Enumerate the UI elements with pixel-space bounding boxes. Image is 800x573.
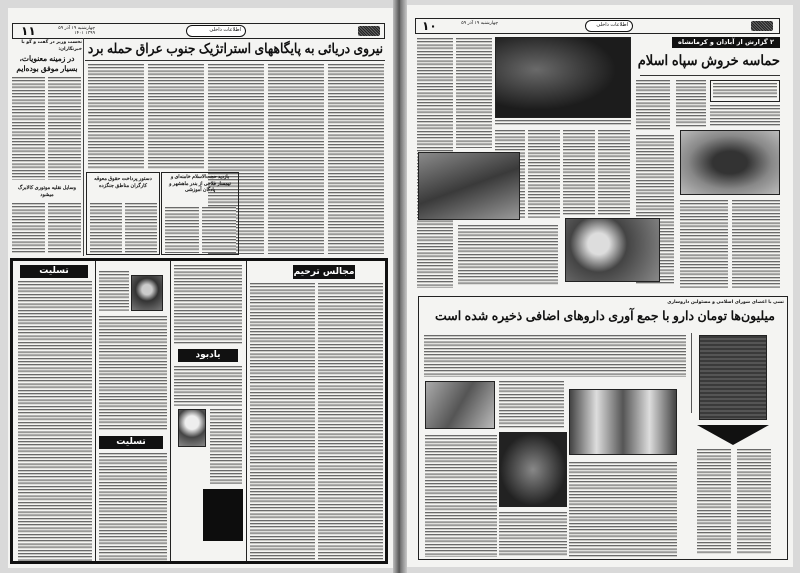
article-column (710, 105, 780, 127)
page-number: ۱۱ (21, 24, 36, 38)
article-column (456, 38, 492, 148)
section-label: اطلاعات داخلی (585, 20, 633, 32)
ad-text (318, 283, 383, 561)
box-title: بازدید حجت‌الاسلام خامنه‌ای و تیمسار فلاحی از بندر ماهشهر و پادگان آموزشی (169, 175, 231, 193)
soldiers-photo (418, 152, 520, 220)
column-divider (83, 38, 84, 256)
article-column (680, 200, 728, 288)
sidebar-kicker: نخست وزیر در گفت و گو با خبرنگاران: (21, 40, 82, 52)
pharmacy-photo (425, 381, 495, 429)
ad-text (210, 409, 242, 484)
box-text (125, 203, 157, 253)
article-column (737, 449, 771, 554)
article-column (425, 435, 497, 557)
article-column (697, 449, 731, 554)
sidebar-headline-line1: در زمینه معنویات، (19, 54, 75, 63)
date-text: چهارشنبه ۱۹ آذر ۵۹ (58, 26, 95, 31)
column-divider (691, 333, 692, 413)
news-box-visit (161, 172, 239, 255)
condolence-heading: تسلیت (20, 265, 88, 278)
intro-box (710, 80, 780, 102)
soldier-field-photo (680, 130, 780, 195)
article-column (499, 512, 567, 557)
right-page-header (415, 18, 780, 34)
article-column (563, 130, 595, 215)
sidebar-text (12, 203, 45, 253)
article-column (88, 64, 144, 169)
article-column (268, 64, 324, 254)
box-text (202, 207, 236, 253)
portrait-photo (131, 275, 163, 311)
ad-text (99, 453, 167, 561)
main-headline: نیروی دریائی به پایگاههای استراتژیک جنوب عراق حمله برد (87, 41, 383, 56)
down-arrow-icon (697, 425, 769, 445)
medicine-storage-photo (499, 432, 567, 507)
newspaper-logo-icon (751, 21, 773, 31)
headline-rule (640, 75, 780, 76)
ad-column-divider (246, 261, 247, 561)
remembrance-heading: یادبود (178, 349, 238, 362)
cleric-portrait-photo (178, 409, 206, 447)
kicker-banner: ۲ گزارش از آبادان و کرمانشاه (672, 37, 780, 48)
article-column (598, 130, 630, 215)
sidebar-story2-headline: وسایل نقلیه موتوری کالابرگ میشود (17, 185, 77, 198)
main-headline: حماسه خروش سپاه اسلام (637, 52, 780, 68)
story-kicker: تشی با اعضای شورای اسلامی و مسئولین داروسازی (667, 300, 784, 305)
ambulances-photo (569, 389, 677, 455)
memorial-services-heading: مجالس ترحیم (293, 267, 355, 277)
sidebar-text (48, 77, 81, 180)
article-column (424, 335, 686, 377)
ad-column-divider (95, 261, 96, 561)
document-photo (699, 335, 767, 420)
date-text-2: ۱۳۹۹ ۱۴۰۱ (74, 31, 95, 36)
ad-text (174, 366, 242, 406)
ad-column-divider (170, 261, 171, 561)
page-number: ۱۰ (422, 19, 437, 33)
article-column (569, 462, 677, 557)
box-title: دستور پرداخت حقوق معوقه کارگران مناطق جنگزده (94, 176, 152, 189)
article-column (499, 381, 564, 429)
photo-caption (495, 120, 631, 126)
sidebar-headline (12, 54, 82, 74)
ad-text (99, 316, 167, 431)
sidebar-text (48, 203, 81, 253)
sidebar-headline-line2: بسیار موفق بوده‌ایم (16, 64, 78, 73)
page-gutter (393, 0, 407, 573)
issue-date: چهارشنبه ۱۹ آذر ۵۹ (461, 21, 498, 26)
article-column (148, 64, 204, 169)
article-column (328, 64, 384, 254)
fighters-photo (565, 218, 660, 282)
news-box-wages (86, 172, 160, 255)
article-column (732, 200, 780, 288)
section-label: اطلاعات داخلی (186, 25, 246, 37)
sidebar-text (12, 77, 45, 180)
ad-text (250, 283, 315, 561)
ad-text (99, 271, 129, 311)
issue-date (45, 26, 95, 36)
newspaper-logo-icon (358, 26, 380, 36)
ad-text (174, 265, 242, 345)
intro-text (713, 83, 777, 99)
condolence-ads (18, 281, 92, 561)
box-text (90, 203, 122, 253)
announcements-section (10, 258, 388, 564)
black-block (203, 489, 243, 541)
story-headline: میلیون‌ها تومان دارو با جمع آوری داروهای اضافی ذخیره شده است (434, 309, 775, 323)
condolence-heading-2: تسلیت (99, 436, 163, 449)
crowd-photo (495, 37, 631, 118)
headline-rule (85, 60, 385, 61)
article-column (636, 80, 670, 130)
article-column (676, 80, 706, 128)
medicine-story-box (418, 296, 788, 560)
article-column (528, 130, 560, 218)
box-text (165, 207, 199, 253)
left-page-header (12, 23, 385, 39)
article-column (458, 225, 558, 285)
